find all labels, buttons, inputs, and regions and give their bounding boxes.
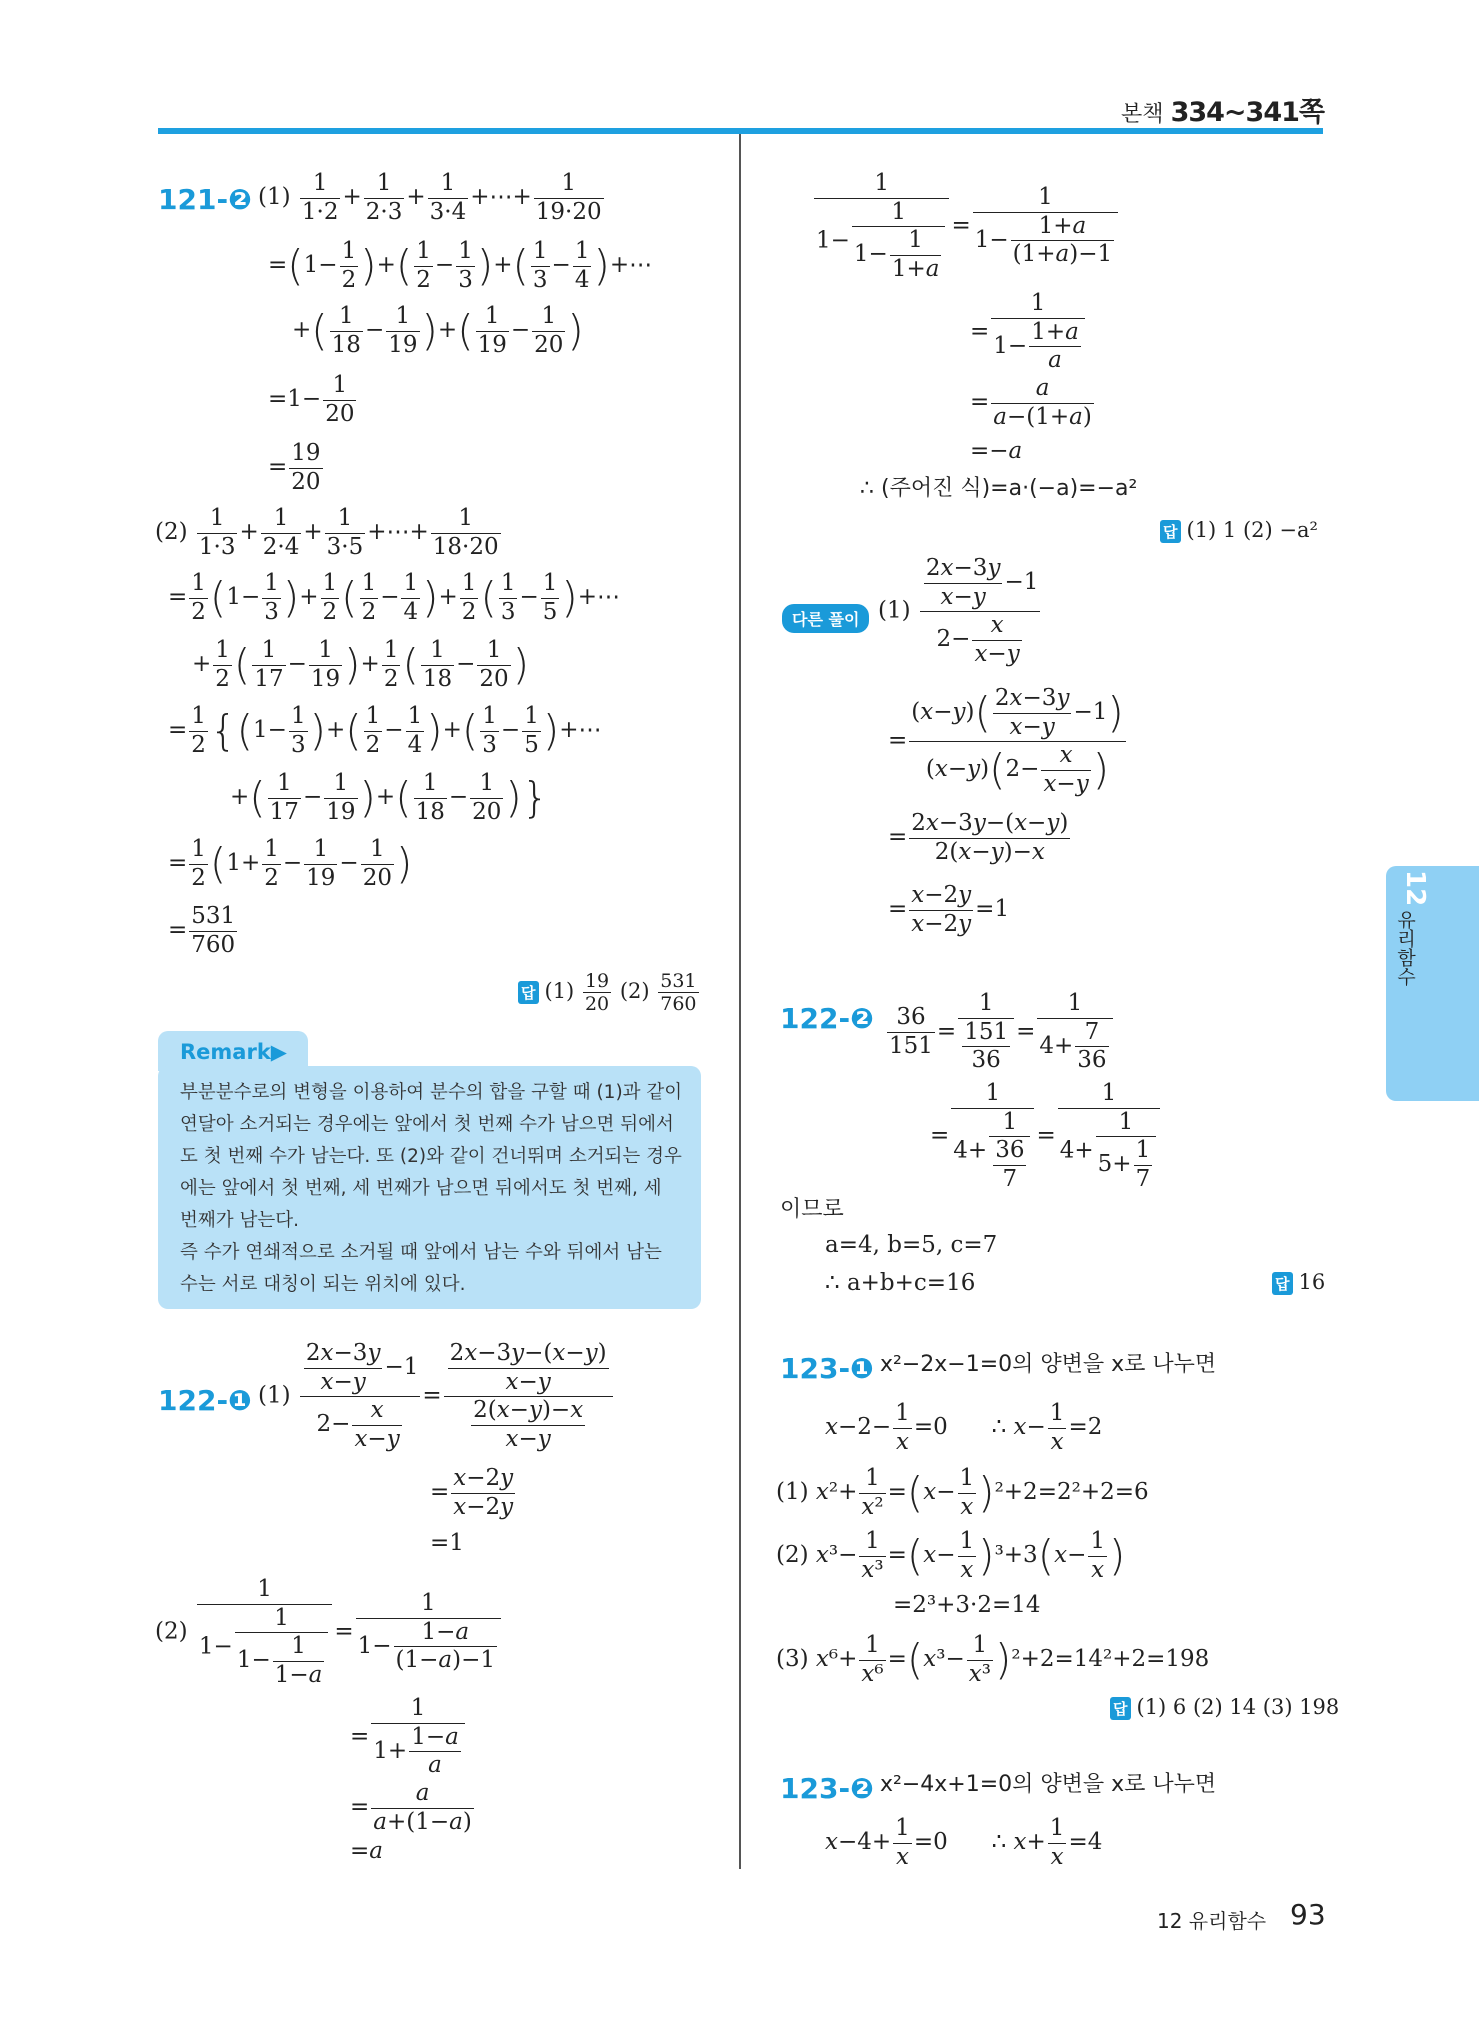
p123b-intro: x²−4x+1=0의 양변을 x로 나누면 bbox=[880, 1772, 1217, 1797]
p121-line5: = $\frac{19}{20}$ bbox=[268, 440, 321, 495]
page-header bbox=[1121, 90, 1324, 129]
alt-solution-badge: 다른 풀이 bbox=[782, 604, 869, 633]
p122a-answer: 답 (1) 1 (2) −a² bbox=[1160, 518, 1318, 543]
p121-part2-line5: +( $\frac{1}{17}$ − $\frac{1}{19}$ )+( $\frac{1}{18}$ − $\frac{1}{20}$ )} bbox=[230, 770, 549, 825]
p122a-line2: = $\frac{x-2y}{x-2y}$ bbox=[430, 1465, 514, 1520]
p121-line3: +( $\frac{1}{18}$ − $\frac{1}{19}$ )+( $\frac{1}{19}$ − $\frac{1}{20}$ ) bbox=[292, 303, 584, 358]
p123a-answer: 답 (1) 6 (2) 14 (3) 198 bbox=[1110, 1695, 1339, 1720]
p122b-line1: $\frac{36}{151}$ = $\frac{1}{\frac{151}{36}}$ = 1 4+ $\frac{7}{36}$ bbox=[885, 990, 1115, 1075]
problem-122-1-label: 122-❶ bbox=[158, 1384, 252, 1417]
p122a-part2-line4: =a bbox=[350, 1838, 383, 1864]
problem-123-2-label: 123-❷ bbox=[780, 1772, 874, 1805]
problem-123-1-label: 123-❶ bbox=[780, 1352, 874, 1385]
p123a-intro: x²−2x−1=0의 양변을 x로 나누면 bbox=[880, 1352, 1217, 1377]
header-prefix: 본책 bbox=[1121, 102, 1164, 127]
p122b-imeuro: 이므로 bbox=[780, 1197, 844, 1222]
footer-chapter: 12 유리함수 bbox=[1157, 1909, 1267, 1933]
p123a-line1: x−2− $\frac{1}{x}$ =0 ∴ x− $\frac{1}{x}$ =2 bbox=[825, 1400, 1103, 1455]
alt-line3: = $\frac{2x-3y-(x-y)}{2(x-y)-x}$ bbox=[888, 810, 1069, 865]
p121-part2-line3: + $\frac{1}{2}$ ( $\frac{1}{17}$ − $\frac{1}{19}$ )+ $\frac{1}{2}$ ( $\frac{1}{18}$ − $\frac{1}{20}$ ) bbox=[192, 637, 530, 692]
problem-121-2-label: 121-❷ bbox=[158, 183, 252, 216]
alt-line4: = $\frac{x-2y}{x-2y}$ =1 bbox=[888, 882, 1010, 937]
remark-title: Remark▶ bbox=[180, 1040, 287, 1064]
p121-part2-line1: (2) $\frac{1}{1\cdot 3}$ + $\frac{1}{2\cdot 4}$ + $\frac{1}{3\cdot 5}$ +⋯+ $\frac{1}{18\cdot 20}$ bbox=[155, 505, 499, 560]
p121-part2-line7: = $\frac{531}{760}$ bbox=[168, 903, 236, 958]
p122a-therefore: ∴ (주어진 식)=a·(−a)=−a² bbox=[860, 476, 1138, 501]
p121-part2-line6: = $\frac{1}{2}$ (1+ $\frac{1}{2}$ − $\frac{1}{19}$ − $\frac{1}{20}$ ) bbox=[168, 836, 413, 891]
p122a-part2-plus-line4: =−a bbox=[970, 438, 1023, 464]
p122b-answer: 답 16 bbox=[1272, 1270, 1325, 1295]
footer-page-number: 93 bbox=[1290, 1898, 1326, 1931]
alt-line2: = (x−y)( $\frac{2x-3y}{x-y}$ −1) (x−y)(2− $\frac{x}{x-y}$ ) bbox=[888, 685, 1124, 797]
p122a-part2-line3: = $\frac{a}{a+(1-a)}$ bbox=[350, 1780, 472, 1835]
p123a-part3: (3) x⁶+ $\frac{1}{\text{x⁶}}$ =(x³− $\frac{1}{\text{x³}}$ )²+2=14²+2=198 bbox=[776, 1632, 1210, 1687]
problem-122-2-label: 122-❷ bbox=[780, 1002, 874, 1035]
p122a-part2-plus-line2: = 1 1− $\frac{1+a}{a}$ bbox=[970, 290, 1087, 375]
p121-line4: =1− $\frac{1}{20}$ bbox=[268, 372, 355, 427]
chapter-title: 유리함수 bbox=[1394, 910, 1416, 986]
p123a-part1: (1) x²+ $\frac{1}{\text{x²}}$ =(x− $\frac{1}{x}$ )²+2=2²+2=6 bbox=[776, 1465, 1149, 1520]
p123b-line1: x−4+ $\frac{1}{x}$ =0 ∴ x+ $\frac{1}{x}$ =4 bbox=[825, 1815, 1103, 1870]
p121-part2-line2: = $\frac{1}{2}$ (1− $\frac{1}{3}$ )+ $\frac{1}{2}$ ( $\frac{1}{2}$ − $\frac{1}{4}$ )+ $\frac{1}{2}$ ( $\frac{1}{3}$ − $\frac{1}{5}$ )+⋯ bbox=[168, 570, 621, 625]
remark-body: 부분분수로의 변형을 이용하여 분수의 합을 구할 때 (1)과 같이 연달아 소거되는 경우에는 앞에서 첫 번째 수가 남으면 뒤에서도 첫 번째 수가 남는다. 또 (2)와 같이 건너뛰며 소거되는 경우에는 앞에서 첫 번째, 세 번째가 남으면 뒤에서도 첫 번째, 세 번째가 남는다. 즉 수가 연쇄적으로 소거될 때 앞에서 남는 수와 뒤에서 남는 수는 서로 대칭이 되는 위치에 있다. bbox=[180, 1082, 683, 1295]
p121-line2: =(1− $\frac{1}{2}$ )+( $\frac{1}{2}$ − $\frac{1}{3}$ )+( $\frac{1}{3}$ − $\frac{1}{4}$ )+⋯ bbox=[268, 238, 653, 293]
chapter-number: 12 bbox=[1400, 870, 1430, 907]
p121-part2-line4: = $\frac{1}{2}$ {(1− $\frac{1}{3}$ )+( $\frac{1}{2}$ − $\frac{1}{4}$ )+( $\frac{1}{3}$ − $\frac{1}{5}$ )+⋯ bbox=[168, 703, 602, 758]
p123a-part2-result: =2³+3·2=14 bbox=[893, 1592, 1041, 1618]
p121-answer: 답 (1) $\frac{19}{20}$ (2) $\frac{531}{760}$ bbox=[518, 970, 701, 1015]
p122b-abc: a=4, b=5, c=7 bbox=[825, 1232, 998, 1258]
p121-line1: (1) $\frac{1}{1\cdot 2}$ + $\frac{1}{2\cdot 3}$ + $\frac{1}{3\cdot 4}$ +⋯+ $\frac{1}{19\cdot 20}$ bbox=[258, 170, 602, 225]
column-divider bbox=[739, 134, 741, 1869]
p122b-line2: = 1 4+ $\frac{1}{\frac{36}{7}}$ = 1 4+ 1 5+ $\frac{1}{7}$ bbox=[930, 1080, 1162, 1193]
header-pages: 334~341쪽 bbox=[1170, 97, 1324, 128]
p122a-part2-line1: (2) 1 1− 1 1− $\frac{1}{1-a}$ = 1 1− $\frac{1-a}{(1-a)-1}$ bbox=[155, 1576, 503, 1689]
p122a-part2-plus-line1: 1 1− 1 1− $\frac{1}{1+a}$ = 1 1− $\frac{1+a}{(1+a)-1}$ bbox=[812, 170, 1120, 283]
p123a-part2: (2) x³− $\frac{1}{\text{x³}}$ =(x− $\frac{1}{x}$ )³+3(x− $\frac{1}{x}$ ) bbox=[776, 1528, 1126, 1583]
p122a-part2-line2: = 1 1+ $\frac{1-a}{a}$ bbox=[350, 1695, 467, 1780]
alt-line1: (1) $\frac{2x-3y}{x-y}$ −1 2− $\frac{x}{x-y}$ bbox=[878, 555, 1039, 667]
p122b-sum: ∴ a+b+c=16 bbox=[825, 1270, 976, 1296]
p122a-line1: (1) $\frac{2x-3y}{x-y}$ −1 2− $\frac{x}{x-y}$ = $\frac{\frac{2x-3y-(x-y)}{x-y}}{\frac{2(x-y)-x}{x-y}}$ bbox=[258, 1340, 615, 1453]
p122a-part2-plus-line3: = $\frac{a}{a-(1+a)}$ bbox=[970, 375, 1092, 430]
p122a-line3: =1 bbox=[430, 1530, 464, 1556]
